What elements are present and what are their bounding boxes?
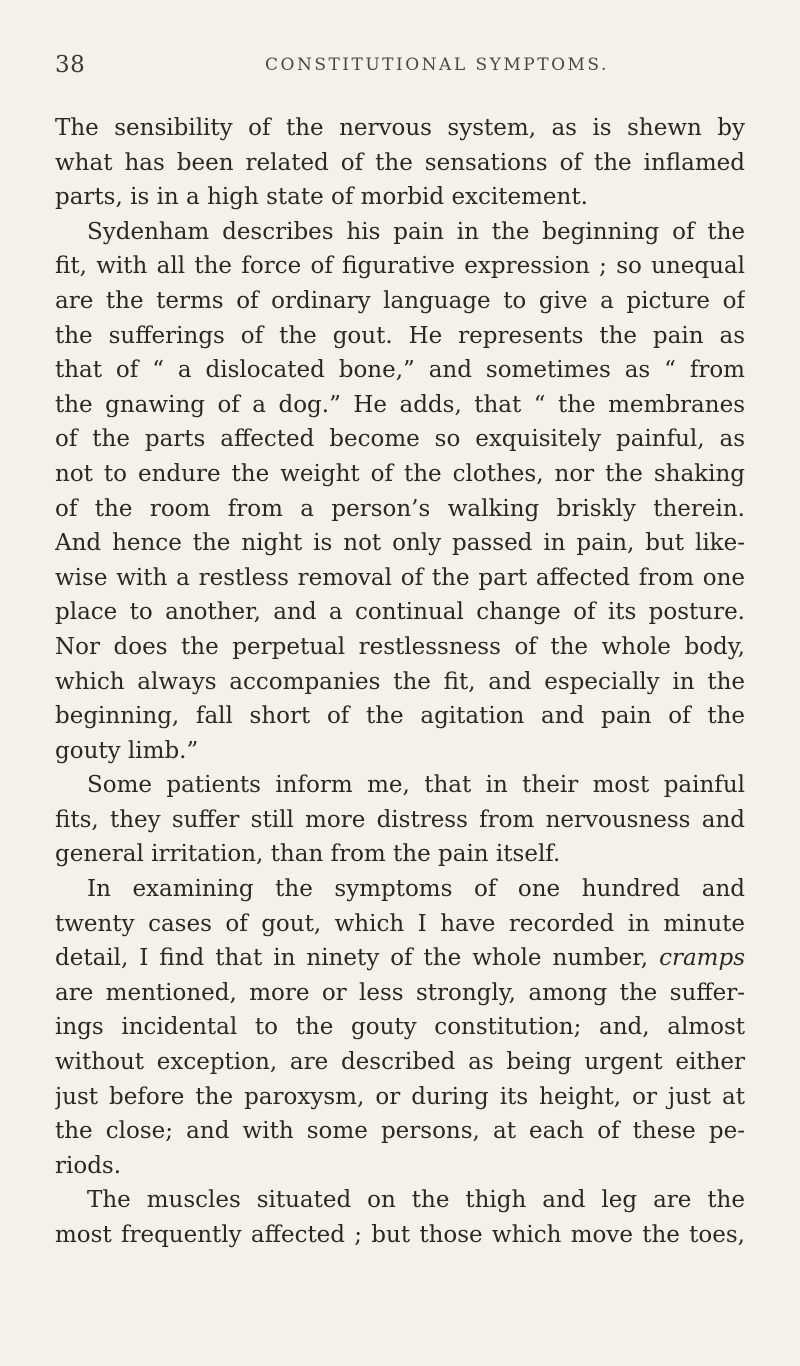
text-line: The muscles situated on the thigh and leg are the xyxy=(87,1187,745,1214)
text-line: the gnawing of a dog.” He adds, that “ the membranes xyxy=(55,391,745,418)
text-line: fits, they suffer still more distress from nervousness and xyxy=(55,806,745,833)
text-line: place to another, and a continual change of its posture. xyxy=(55,599,745,626)
running-head-title: CONSTITUTIONAL SYMPTOMS. xyxy=(265,55,609,75)
italic-term-cramps: cramps xyxy=(659,945,745,972)
text-line: In examining the symptoms of one hundred and xyxy=(87,876,745,903)
text-line: And hence the night is not only passed in pain, but like- xyxy=(55,530,745,557)
running-head xyxy=(55,52,745,82)
text-line: riods. xyxy=(55,1152,122,1179)
text-line: Nor does the perpetual restlessness of the whole body, xyxy=(55,633,745,660)
text-line: without exception, are described as being urgent either xyxy=(55,1049,745,1076)
text-line-segment: detail, I find that in ninety of the whole number, xyxy=(55,945,649,972)
text-line: which always accompanies the fit, and especially in the xyxy=(55,668,745,695)
text-line: twenty cases of gout, which I have recorded in minute xyxy=(55,910,745,937)
text-line: the close; and with some persons, at each of these pe- xyxy=(55,1118,745,1145)
text-line: beginning, fall short of the agitation and pain of the xyxy=(55,703,745,730)
text-line: fit, with all the force of figurative expression ; so unequal xyxy=(55,253,745,280)
text-line: The sensibility of the nervous system, as is shewn by xyxy=(55,115,745,141)
text-line: the sufferings of the gout. He represents the pain as xyxy=(55,322,745,349)
text-line: most frequently affected ; but those which move the toes, xyxy=(55,1222,745,1248)
text-line: are the terms of ordinary language to give a picture of xyxy=(55,287,745,314)
text-line: Some patients inform me, that in their most painful xyxy=(87,772,745,799)
text-line: parts, is in a high state of morbid excitement. xyxy=(55,184,588,211)
text-line: not to endure the weight of the clothes, nor the shaking xyxy=(55,460,745,487)
text-line: are mentioned, more or less strongly, among the suffer- xyxy=(55,979,745,1006)
text-line: what has been related of the sensations of the inflamed xyxy=(55,149,745,176)
text-line: wise with a restless removal of the part affected from one xyxy=(55,564,745,591)
text-line: gouty limb.” xyxy=(55,737,199,764)
body-text xyxy=(55,111,745,1253)
text-line: general irritation, than from the pain itself. xyxy=(55,841,561,868)
page-number: 38 xyxy=(55,52,86,78)
text-line: that of “ a dislocated bone,” and sometimes as “ from xyxy=(55,357,745,384)
text-line: just before the paroxysm, or during its height, or just at xyxy=(55,1083,745,1110)
text-line: of the parts affected become so exquisitely painful, as xyxy=(55,426,745,453)
text-line-with-italic xyxy=(55,941,745,976)
text-line: ings incidental to the gouty constitution; and, almost xyxy=(55,1014,745,1041)
text-line: Sydenham describes his pain in the beginning of the xyxy=(87,218,745,245)
text-line: of the room from a person’s walking briskly therein. xyxy=(55,495,745,522)
